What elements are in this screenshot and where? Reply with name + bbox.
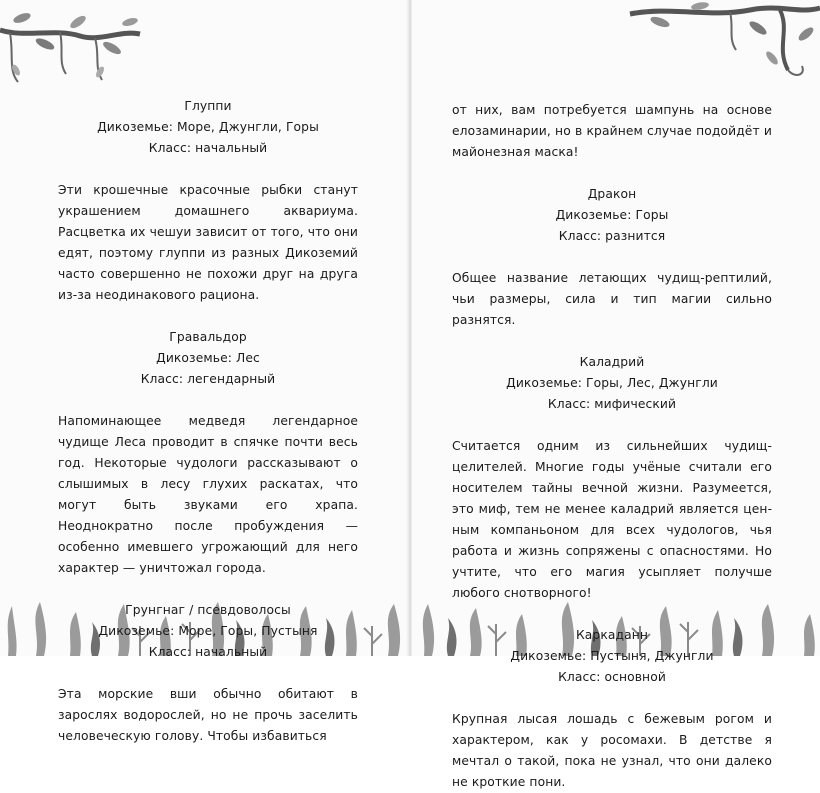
left-page: [0, 0, 408, 743]
creature-class: Класс: разнится: [558, 229, 666, 243]
creature-habitat: Дикоземье: Лес: [156, 351, 260, 365]
creature-name: Дракон: [587, 187, 637, 201]
creature-description: Общее название летающих чудищ-рептилий, чьи размеры, сила и тип магии сильно разнятся.: [452, 271, 772, 327]
creature-class: Класс: легендарный: [140, 372, 276, 386]
left-page-text: [58, 96, 358, 747]
creature-description: Крупная лысая лошадь с бежевым рогом и характером, как у росомахи. В детстве я мечтал о такой, пока не узнал, что они далеко не кроткие пони.: [452, 712, 772, 789]
creature-name: Каладрий: [579, 355, 645, 369]
creature-name: Гравальдор: [169, 330, 247, 344]
creature-class: Класс: начальный: [148, 141, 268, 155]
creature-description: Напоминающее медведя легендарное чудище Леса проводит в спячке почти весь год. Некоторые чудологи рассказывают о слышимых в лесу глухих раскатах, что могут быть звуками его храпа. Неоднократно после пробуждения — особенно имевшего угрожающий для него характер — уничтожал города.: [58, 414, 358, 575]
right-page-text: [452, 100, 772, 793]
creature-habitat: Дикоземье: Пустыня, Джунгли: [510, 649, 714, 663]
creature-entry-header: [58, 96, 358, 159]
creature-class: Класс: мифический: [547, 397, 677, 411]
creature-description: Эта морские вши обычно обитают в зарослях водорослей, но не прочь заселить человеческую голову. Чтобы избавиться: [58, 687, 358, 743]
top-vine-illustration: [0, 0, 140, 90]
creature-name: Грунгнаг / псевдоволосы: [125, 603, 291, 617]
continued-paragraph: от них, вам потребуется шампунь на основе елозаминарии, но в крайнем случае подойдёт и майонезная маска!: [452, 103, 772, 159]
creature-habitat: Дикоземье: Горы: [555, 208, 669, 222]
creature-entry-header: [452, 625, 772, 688]
creature-entry-header: [452, 352, 772, 415]
creature-description: Считается одним из сильнейших чудищ-целителей. Многие годы учёные считали его носителем тайны вечной жизни. Разумеется, это миф, тем не менее каладрий является ценным компаньоном для всех чудологов, чья работа и жизнь сопряжены с опасностями. Но учтите, что его магия усыпляет получше любого снотворного!: [452, 439, 772, 600]
top-vine-illustration: [630, 0, 820, 90]
creature-entry-header: [452, 184, 772, 247]
creature-habitat: Дикоземье: Море, Горы, Пустыня: [98, 624, 318, 638]
creature-class: Класс: основной: [558, 670, 666, 684]
creature-habitat: Дикоземье: Горы, Лес, Джунгли: [506, 376, 718, 390]
creature-entry-header: [58, 327, 358, 390]
right-page: [412, 0, 820, 789]
creature-habitat: Дикоземье: Море, Джунгли, Горы: [97, 120, 319, 134]
creature-entry-header: [58, 600, 358, 663]
creature-class: Класс: начальный: [148, 645, 268, 659]
creature-description: Эти крошечные красочные рыбки станут украшением домашнего аквариума. Расцветка их чешуи зависит от того, что они едят, поэтому глуппи из разных Дикоземий часто совершенно не похожи друг на друга из-за неодинакового рациона.: [58, 183, 358, 302]
creature-name: Глуппи: [184, 99, 232, 113]
creature-name: Каркаданн: [575, 628, 649, 642]
